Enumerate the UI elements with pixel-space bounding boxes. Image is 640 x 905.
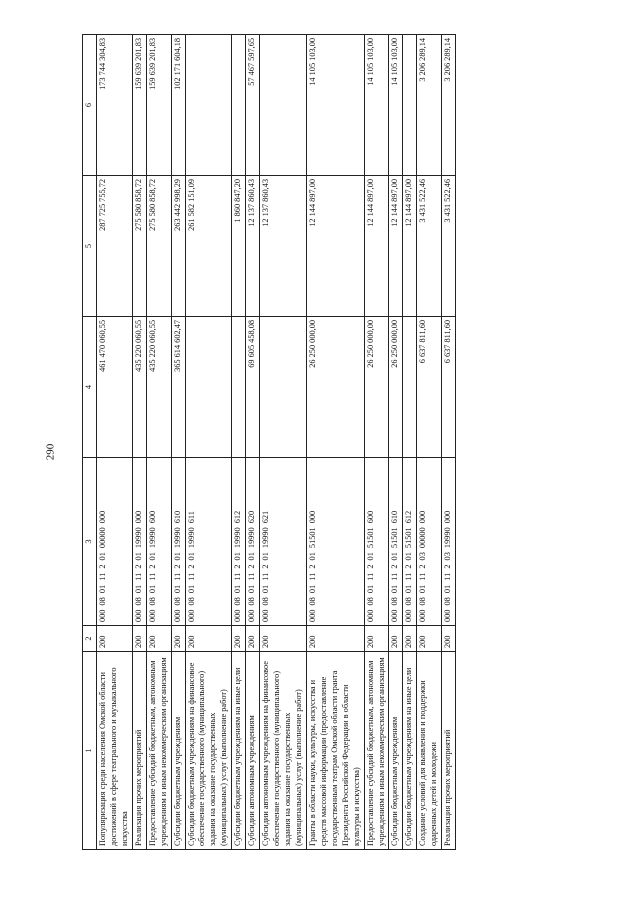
table-cell-code: 000 08 01 11 2 01 19990 000 (132, 458, 146, 626)
table-cell-c2: 200 (389, 626, 403, 652)
table-cell-c4 (403, 317, 417, 458)
table-cell-c6: 14 105 103,00 (364, 35, 389, 176)
header-row (83, 35, 97, 850)
table-cell-c5: 12 144 897,00 (389, 176, 403, 317)
table-cell-c5: 3 431 522,46 (417, 176, 442, 317)
table-cell-code: 000 08 01 11 2 01 51501 610 (389, 458, 403, 626)
table-cell-c5: 263 442 998,29 (171, 176, 185, 317)
table-cell-c2: 200 (132, 626, 146, 652)
table-cell-c4: 435 220 060,55 (132, 317, 146, 458)
table-cell-name: Субсидии автономным учреждениям на финансовое обеспечение государственного (муниципального) задания на оказание государственных (муниципальных) услуг (выполнение работ) (260, 652, 307, 850)
table-cell-c6: 57 467 597,65 (246, 35, 260, 176)
table-cell-c2: 200 (403, 626, 417, 652)
table-cell-c4: 69 605 458,08 (246, 317, 260, 458)
table-cell-c2: 200 (146, 626, 171, 652)
table-cell-c5: 1 860 847,20 (232, 176, 246, 317)
table-cell-c5: 287 725 755,72 (96, 176, 132, 317)
table-cell-c6 (260, 35, 307, 176)
table-cell-c6: 14 105 103,00 (389, 35, 403, 176)
table-row (306, 35, 364, 850)
table-cell-c4: 461 470 060,55 (96, 317, 132, 458)
table-cell-name: Реализация прочих мероприятий (442, 652, 456, 850)
table-cell-c5: 275 580 858,72 (132, 176, 146, 317)
table-cell-c6: 173 744 304,83 (96, 35, 132, 176)
table-cell-c5: 3 431 522,46 (442, 176, 456, 317)
table-cell-c6: 159 639 201,83 (146, 35, 171, 176)
column-header: 6 (83, 35, 97, 176)
table-cell-c2: 200 (306, 626, 364, 652)
column-header: 3 (83, 458, 97, 626)
table-cell-code: 000 08 01 11 2 01 51501 600 (364, 458, 389, 626)
table-cell-c2: 200 (185, 626, 232, 652)
table-cell-c4: 6 637 811,60 (417, 317, 442, 458)
table-cell-c5: 261 582 151,09 (185, 176, 232, 317)
table-cell-name: Субсидии бюджетным учреждениям (389, 652, 403, 850)
table-cell-c6: 14 105 103,00 (306, 35, 364, 176)
table-cell-code: 000 08 01 11 2 03 19990 000 (442, 458, 456, 626)
column-header: 4 (83, 317, 97, 458)
table-cell-code: 000 08 01 11 2 01 19990 610 (171, 458, 185, 626)
table-row (185, 35, 232, 850)
table-cell-c2: 200 (96, 626, 132, 652)
table-cell-code: 000 08 01 11 2 03 00000 000 (417, 458, 442, 626)
table-cell-c5: 12 144 897,00 (403, 176, 417, 317)
table-row (232, 35, 246, 850)
table-row (246, 35, 260, 850)
table-cell-c2: 200 (364, 626, 389, 652)
table-cell-c5: 12 137 860,43 (246, 176, 260, 317)
table-cell-code: 000 08 01 11 2 01 19990 612 (232, 458, 246, 626)
table-row (171, 35, 185, 850)
table-cell-c5: 12 144 897,00 (364, 176, 389, 317)
table-cell-c5: 12 137 860,43 (260, 176, 307, 317)
table-cell-c6: 3 206 289,14 (442, 35, 456, 176)
table-cell-c6: 3 206 289,14 (417, 35, 442, 176)
column-header: 2 (83, 626, 97, 652)
table-cell-c4: 365 614 602,47 (171, 317, 185, 458)
table-cell-name: Субсидии бюджетным учреждениям (171, 652, 185, 850)
table-cell-c4 (232, 317, 246, 458)
budget-table (82, 34, 456, 850)
page-number: 290 (44, 443, 57, 461)
column-header: 1 (83, 652, 97, 850)
table-body (96, 35, 455, 850)
table-cell-name: Предоставление субсидий бюджетным, автономным учреждениям и иным некоммерческим организациям (146, 652, 171, 850)
table-cell-c2: 200 (232, 626, 246, 652)
table-row (260, 35, 307, 850)
table-cell-name: Субсидии бюджетным учреждениям на иные цели (403, 652, 417, 850)
table-cell-c2: 200 (442, 626, 456, 652)
rotated-page-content (82, 30, 582, 850)
table-cell-c6: 102 171 604,18 (171, 35, 185, 176)
table-row (417, 35, 442, 850)
table-cell-c2: 200 (171, 626, 185, 652)
table-cell-name: Субсидии автономным учреждениям (246, 652, 260, 850)
table-row (403, 35, 417, 850)
table-row (389, 35, 403, 850)
table-cell-name: Субсидии бюджетным учреждениям на финансовое обеспечение государственного (муниципального) задания на оказание государственных (муниципальных) услуг (выполнение работ) (185, 652, 232, 850)
table-cell-code: 000 08 01 11 2 01 51501 000 (306, 458, 364, 626)
table-cell-code: 000 08 01 11 2 01 19990 611 (185, 458, 232, 626)
table-cell-c5: 275 580 858,72 (146, 176, 171, 317)
table-cell-code: 000 08 01 11 2 01 19990 620 (246, 458, 260, 626)
table-row (132, 35, 146, 850)
table-cell-code: 000 08 01 11 2 01 19990 621 (260, 458, 307, 626)
table-cell-c4: 435 220 060,55 (146, 317, 171, 458)
table-cell-c2: 200 (417, 626, 442, 652)
table-cell-c4: 26 250 000,00 (306, 317, 364, 458)
table-cell-c2: 200 (246, 626, 260, 652)
table-cell-code: 000 08 01 11 2 01 00000 000 (96, 458, 132, 626)
column-header: 5 (83, 176, 97, 317)
table-row (96, 35, 132, 850)
table-cell-c4: 26 250 000,00 (364, 317, 389, 458)
table-cell-code: 000 08 01 11 2 01 51501 612 (403, 458, 417, 626)
table-row (146, 35, 171, 850)
table-row (442, 35, 456, 850)
table-cell-c6 (232, 35, 246, 176)
table-cell-c6 (403, 35, 417, 176)
table-cell-name: Субсидии бюджетным учреждениям на иные цели (232, 652, 246, 850)
table-cell-c4: 26 250 000,00 (389, 317, 403, 458)
table-cell-c5: 12 144 897,00 (306, 176, 364, 317)
table-cell-name: Реализация прочих мероприятий (132, 652, 146, 850)
table-cell-c4 (185, 317, 232, 458)
table-cell-c6 (185, 35, 232, 176)
table-cell-c6: 159 639 201,83 (132, 35, 146, 176)
table-cell-name: Популяризация среди населения Омской области достижений в сфере театрального и музыкального искусства (96, 652, 132, 850)
table-cell-name: Гранты в области науки, культуры, искусства и средств массовой информации (предоставление государственным театрам Омской области гранта Президента Российской Федерации в области культуры и искусства) (306, 652, 364, 850)
table-cell-name: Предоставление субсидий бюджетным, автономным учреждениям и иным некоммерческим организациям (364, 652, 389, 850)
table-cell-code: 000 08 01 11 2 01 19990 600 (146, 458, 171, 626)
table-cell-name: Создание условий для выявления и поддержки одаренных детей и молодежи (417, 652, 442, 850)
table-cell-c4 (260, 317, 307, 458)
table-cell-c4: 6 637 811,60 (442, 317, 456, 458)
table-row (364, 35, 389, 850)
table-cell-c2: 200 (260, 626, 307, 652)
